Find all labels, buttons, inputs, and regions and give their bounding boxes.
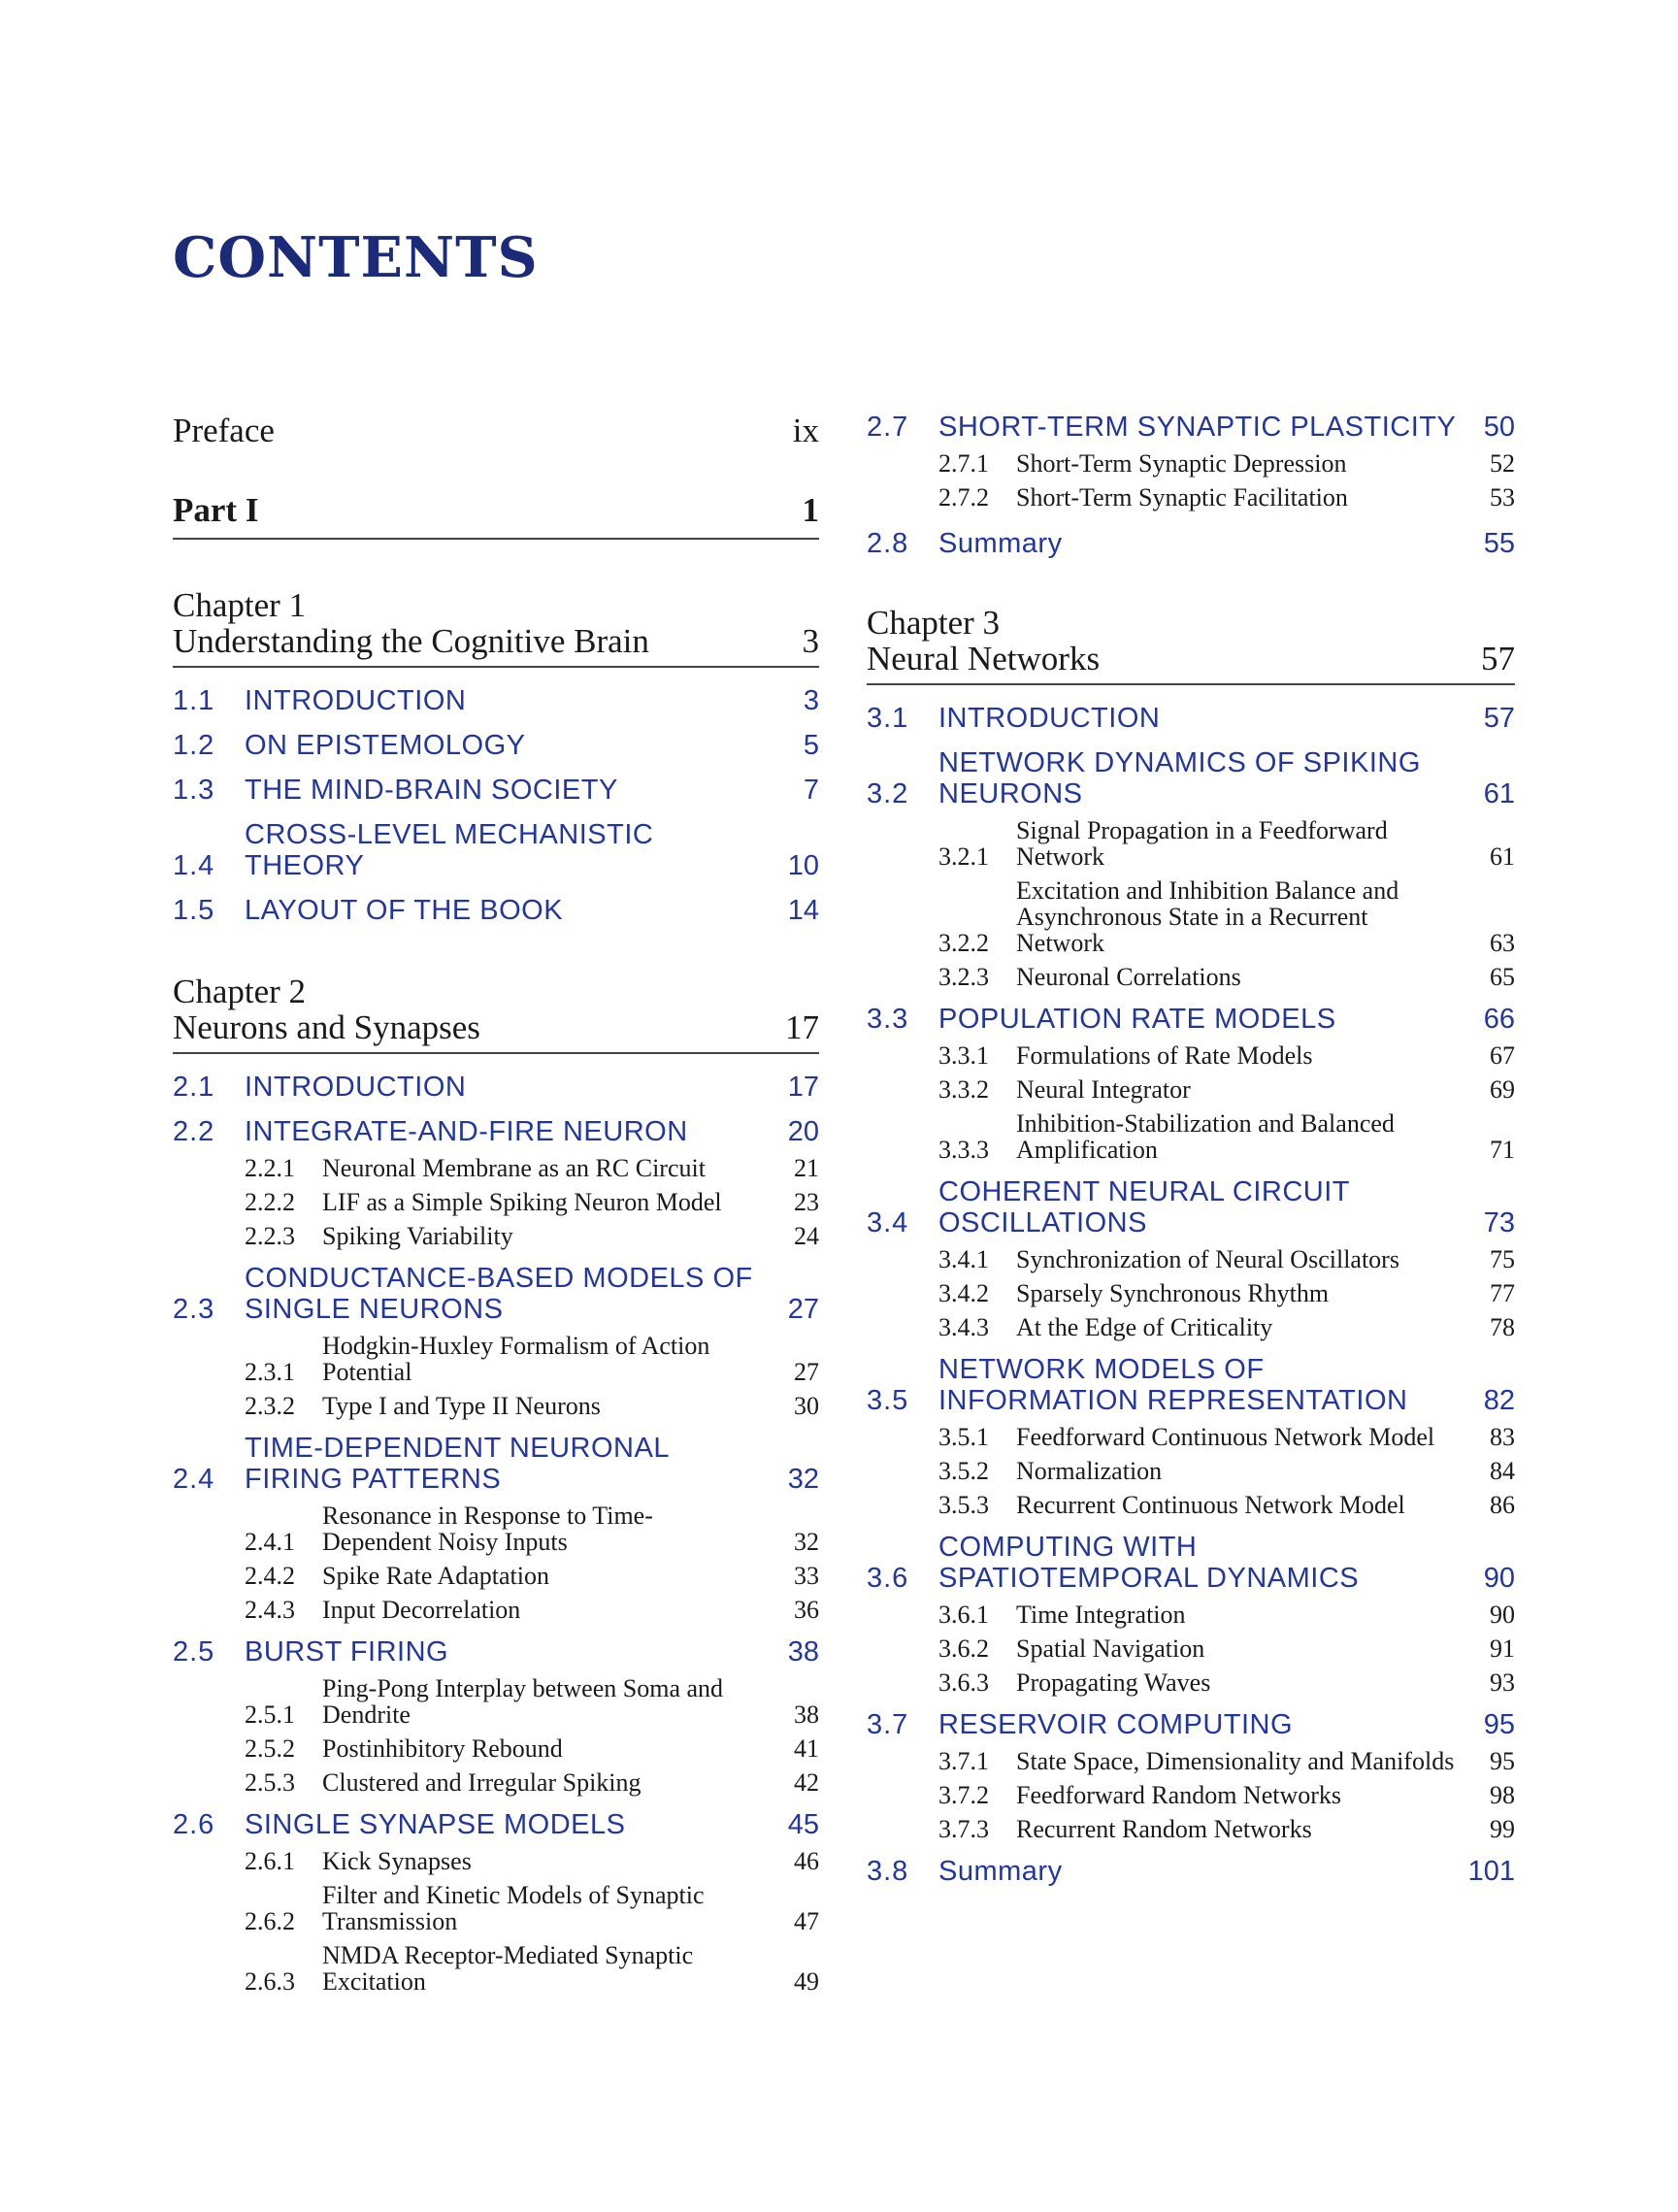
section-number: 3.4 bbox=[867, 1207, 909, 1238]
section-entry[interactable] bbox=[173, 895, 819, 926]
subsection-page: 84 bbox=[1490, 1457, 1515, 1485]
subsection-number: 3.2.1 bbox=[938, 842, 989, 871]
subsection-entry[interactable] bbox=[173, 1563, 819, 1589]
section-number: 3.2 bbox=[867, 778, 909, 809]
section-entry[interactable] bbox=[173, 1072, 819, 1103]
section-title: BURST FIRING bbox=[245, 1636, 449, 1667]
subsection-number: 3.5.2 bbox=[938, 1457, 989, 1485]
section-number: 3.6 bbox=[867, 1563, 909, 1594]
subsection-title: Short-Term Synaptic Depression bbox=[1016, 449, 1347, 478]
section-number: 2.3 bbox=[173, 1294, 215, 1325]
subsection-entry[interactable] bbox=[867, 1458, 1515, 1484]
subsection-page: 53 bbox=[1490, 483, 1515, 512]
subsection-title: Input Decorrelation bbox=[322, 1596, 521, 1624]
subsection-page: 21 bbox=[794, 1154, 819, 1182]
subsection-title: Sparsely Synchronous Rhythm bbox=[1016, 1279, 1330, 1307]
subsection-title: Formulations of Rate Models bbox=[1016, 1041, 1313, 1070]
section-page: 45 bbox=[787, 1809, 819, 1840]
subsection-page: 67 bbox=[1490, 1041, 1515, 1070]
subsection-title: Spatial Navigation bbox=[1016, 1634, 1205, 1663]
right-chapters bbox=[867, 606, 1515, 1887]
section-page: 20 bbox=[787, 1116, 819, 1147]
subsection-list bbox=[173, 1848, 819, 1995]
page-title: CONTENTS bbox=[173, 225, 539, 290]
section-page: 17 bbox=[787, 1072, 819, 1103]
subsection-title: Filter and Kinetic Models of Synaptic Transmission bbox=[322, 1881, 705, 1935]
subsection-title: Resonance in Response to Time-Dependent Noisy Inputs bbox=[322, 1502, 653, 1556]
subsection-number: 3.4.1 bbox=[938, 1245, 989, 1273]
chapter-page: 57 bbox=[1481, 640, 1515, 677]
subsection-number: 3.7.2 bbox=[938, 1781, 989, 1809]
section-page: 90 bbox=[1483, 1563, 1515, 1594]
part-entry[interactable] bbox=[173, 491, 819, 540]
subsection-title: Hodgkin-Huxley Formalism of Action Potential bbox=[322, 1332, 710, 1386]
section-page: 82 bbox=[1483, 1385, 1515, 1416]
section-number: 2.5 bbox=[173, 1636, 215, 1667]
section-number: 2.6 bbox=[173, 1809, 215, 1840]
subsection-title: Kick Synapses bbox=[322, 1847, 472, 1875]
section-title: CONDUCTANCE-BASED MODELS OF SINGLE NEURONS bbox=[245, 1263, 753, 1325]
subsection-page: 77 bbox=[1490, 1279, 1515, 1307]
subsection-title: Normalization bbox=[1016, 1457, 1163, 1485]
subsection-list bbox=[867, 1424, 1515, 1518]
subsection-page: 23 bbox=[794, 1188, 819, 1216]
subsection-number: 3.6.3 bbox=[938, 1668, 989, 1697]
subsection-entry[interactable] bbox=[173, 1675, 819, 1728]
subsection-page: 46 bbox=[794, 1847, 819, 1875]
section-number: 1.4 bbox=[173, 850, 215, 881]
section-title: Summary bbox=[938, 1856, 1063, 1887]
section-title: SINGLE SYNAPSE MODELS bbox=[245, 1809, 626, 1840]
subsection-number: 3.6.1 bbox=[938, 1601, 989, 1629]
section-entry[interactable] bbox=[173, 730, 819, 761]
subsection-page: 49 bbox=[794, 1967, 819, 1996]
section-entry[interactable] bbox=[173, 775, 819, 806]
subsection-number: 2.5.3 bbox=[245, 1768, 295, 1797]
subsection-number: 3.2.3 bbox=[938, 963, 989, 991]
section-title: CROSS-LEVEL MECHANISTIC THEORY bbox=[245, 819, 654, 881]
subsection-entry[interactable] bbox=[867, 1076, 1515, 1103]
section-title: COHERENT NEURAL CIRCUIT OSCILLATIONS bbox=[938, 1176, 1350, 1238]
section-entry[interactable] bbox=[867, 1532, 1515, 1594]
subsection-number: 3.4.2 bbox=[938, 1279, 989, 1307]
section-entry[interactable] bbox=[867, 1856, 1515, 1887]
section-number: 1.3 bbox=[173, 775, 215, 806]
subsection-number: 3.7.3 bbox=[938, 1815, 989, 1843]
subsection-page: 71 bbox=[1490, 1136, 1515, 1164]
subsection-entry[interactable] bbox=[173, 1848, 819, 1874]
subsection-title: Neuronal Membrane as an RC Circuit bbox=[322, 1154, 706, 1182]
section-number: 2.7 bbox=[867, 412, 909, 443]
section-entry[interactable] bbox=[173, 1263, 819, 1325]
subsection-page: 69 bbox=[1490, 1075, 1515, 1104]
subsection-number: 2.2.3 bbox=[245, 1222, 295, 1250]
section-number: 3.7 bbox=[867, 1709, 909, 1740]
toc-right-column bbox=[867, 408, 1515, 1887]
subsection-title: Neural Integrator bbox=[1016, 1075, 1191, 1104]
subsection-list bbox=[867, 450, 1515, 511]
section-page: 50 bbox=[1483, 412, 1515, 443]
section-title: POPULATION RATE MODELS bbox=[938, 1004, 1336, 1035]
subsection-list bbox=[867, 1601, 1515, 1696]
section-number: 3.1 bbox=[867, 703, 909, 734]
subsection-title: Signal Propagation in a Feedforward Network bbox=[1016, 816, 1388, 871]
subsection-title: Type I and Type II Neurons bbox=[322, 1392, 601, 1420]
subsection-title: Spiking Variability bbox=[322, 1222, 513, 1250]
subsection-number: 3.5.3 bbox=[938, 1491, 989, 1519]
section-number: 3.3 bbox=[867, 1004, 909, 1035]
section-entry[interactable] bbox=[867, 1176, 1515, 1238]
section-title: Summary bbox=[938, 528, 1063, 559]
subsection-page: 38 bbox=[794, 1700, 819, 1729]
subsection-number: 2.7.2 bbox=[938, 483, 989, 512]
subsection-number: 2.6.2 bbox=[245, 1907, 295, 1935]
subsection-title: At the Edge of Criticality bbox=[1016, 1313, 1273, 1341]
subsection-number: 3.2.2 bbox=[938, 929, 989, 957]
subsection-list bbox=[173, 1333, 819, 1419]
section-page: 57 bbox=[1483, 703, 1515, 734]
subsection-number: 2.4.2 bbox=[245, 1562, 295, 1590]
subsection-number: 3.3.1 bbox=[938, 1041, 989, 1070]
chapter-label: Chapter 2 bbox=[173, 973, 307, 1010]
section-page: 7 bbox=[803, 775, 819, 806]
subsection-number: 2.2.1 bbox=[245, 1154, 295, 1182]
chapter-page: 3 bbox=[802, 622, 819, 660]
subsection-entry[interactable] bbox=[867, 817, 1515, 870]
subsection-entry[interactable] bbox=[867, 1782, 1515, 1808]
part-page: 1 bbox=[802, 491, 819, 529]
subsection-entry[interactable] bbox=[867, 1816, 1515, 1842]
subsection-title: Inhibition-Stabilization and Balanced Amplification bbox=[1016, 1109, 1395, 1164]
section-entry[interactable] bbox=[867, 703, 1515, 734]
subsection-title: Feedforward Continuous Network Model bbox=[1016, 1423, 1435, 1451]
subsection-entry[interactable] bbox=[867, 1601, 1515, 1628]
section-title: INTRODUCTION bbox=[938, 703, 1161, 734]
subsection-entry[interactable] bbox=[867, 484, 1515, 511]
subsection-entry[interactable] bbox=[867, 1424, 1515, 1450]
preface-entry[interactable] bbox=[173, 412, 819, 450]
subsection-entry[interactable] bbox=[867, 964, 1515, 990]
subsection-page: 90 bbox=[1490, 1601, 1515, 1629]
section-page: 61 bbox=[1483, 778, 1515, 809]
subsection-title: Recurrent Random Networks bbox=[1016, 1815, 1312, 1843]
subsection-page: 86 bbox=[1490, 1491, 1515, 1519]
subsection-entry[interactable] bbox=[173, 1942, 819, 1995]
subsection-entry[interactable] bbox=[867, 1669, 1515, 1696]
section-number: 2.4 bbox=[173, 1464, 215, 1495]
section-entry[interactable] bbox=[867, 747, 1515, 809]
subsection-entry[interactable] bbox=[867, 450, 1515, 477]
subsection-page: 83 bbox=[1490, 1423, 1515, 1451]
subsection-title: Short-Term Synaptic Facilitation bbox=[1016, 483, 1348, 512]
subsection-list bbox=[867, 1042, 1515, 1163]
section-entry[interactable] bbox=[173, 1116, 819, 1147]
section-page: 73 bbox=[1483, 1207, 1515, 1238]
subsection-number: 3.3.3 bbox=[938, 1136, 989, 1164]
subsection-title: Spike Rate Adaptation bbox=[322, 1562, 549, 1590]
subsection-entry[interactable] bbox=[867, 877, 1515, 956]
section-title: NETWORK MODELS OF INFORMATION REPRESENTATION bbox=[938, 1354, 1408, 1416]
subsection-page: 36 bbox=[794, 1596, 819, 1624]
subsection-title: State Space, Dimensionality and Manifolds bbox=[1016, 1747, 1455, 1775]
chapter-title: Neural Networks bbox=[867, 640, 1101, 677]
section-title: RESERVOIR COMPUTING bbox=[938, 1709, 1294, 1740]
subsection-entry[interactable] bbox=[867, 1492, 1515, 1518]
subsection-list bbox=[867, 1748, 1515, 1842]
section-page: 101 bbox=[1467, 1856, 1515, 1887]
section-page: 95 bbox=[1483, 1709, 1515, 1740]
subsection-page: 32 bbox=[794, 1528, 819, 1556]
subsection-number: 2.6.3 bbox=[245, 1967, 295, 1996]
chapter-page: 17 bbox=[785, 1008, 819, 1046]
subsection-page: 78 bbox=[1490, 1313, 1515, 1341]
subsection-title: Recurrent Continuous Network Model bbox=[1016, 1491, 1405, 1519]
section-title: ON EPISTEMOLOGY bbox=[245, 730, 526, 761]
section-page: 27 bbox=[787, 1294, 819, 1325]
section-entry[interactable] bbox=[867, 1354, 1515, 1416]
subsection-title: Ping-Pong Interplay between Soma and Dendrite bbox=[322, 1674, 724, 1729]
subsection-entry[interactable] bbox=[867, 1246, 1515, 1272]
section-number: 1.5 bbox=[173, 895, 215, 926]
section-page: 66 bbox=[1483, 1004, 1515, 1035]
subsection-entry[interactable] bbox=[173, 1393, 819, 1419]
subsection-page: 52 bbox=[1490, 449, 1515, 478]
section-title: INTRODUCTION bbox=[245, 1072, 467, 1103]
subsection-number: 3.4.3 bbox=[938, 1313, 989, 1341]
section-title: INTEGRATE-AND-FIRE NEURON bbox=[245, 1116, 688, 1147]
subsection-list bbox=[173, 1502, 819, 1623]
subsection-entry[interactable] bbox=[173, 1769, 819, 1796]
chapter-block bbox=[173, 974, 819, 1995]
section-entry[interactable] bbox=[867, 1709, 1515, 1740]
chapter-heading[interactable] bbox=[867, 641, 1515, 685]
subsection-page: 99 bbox=[1490, 1815, 1515, 1843]
toc-left-column bbox=[173, 408, 819, 1995]
section-entry[interactable] bbox=[173, 1636, 819, 1667]
section-page: 32 bbox=[787, 1464, 819, 1495]
chapter-label: Chapter 1 bbox=[173, 586, 307, 624]
subsection-number: 2.6.1 bbox=[245, 1847, 295, 1875]
subsection-number: 2.5.2 bbox=[245, 1734, 295, 1763]
subsection-title: Synchronization of Neural Oscillators bbox=[1016, 1245, 1399, 1273]
subsection-entry[interactable] bbox=[867, 1748, 1515, 1774]
subsection-number: 3.7.1 bbox=[938, 1747, 989, 1775]
section-page: 38 bbox=[787, 1636, 819, 1667]
section-entry[interactable] bbox=[867, 528, 1515, 559]
subsection-entry[interactable] bbox=[173, 1223, 819, 1249]
section-page: 5 bbox=[803, 730, 819, 761]
section-title: NETWORK DYNAMICS OF SPIKING NEURONS bbox=[938, 747, 1421, 809]
section-entry[interactable] bbox=[173, 1433, 819, 1495]
subsection-title: Propagating Waves bbox=[1016, 1668, 1211, 1697]
subsection-page: 65 bbox=[1490, 963, 1515, 991]
subsection-entry[interactable] bbox=[867, 1635, 1515, 1662]
left-chapters bbox=[173, 588, 819, 1995]
subsection-page: 33 bbox=[794, 1562, 819, 1590]
subsection-list bbox=[867, 817, 1515, 990]
section-entry[interactable] bbox=[173, 1809, 819, 1840]
subsection-page: 30 bbox=[794, 1392, 819, 1420]
subsection-list bbox=[867, 1246, 1515, 1340]
section-number: 2.2 bbox=[173, 1116, 215, 1147]
section-entry[interactable] bbox=[867, 412, 1515, 443]
subsection-number: 2.5.1 bbox=[245, 1700, 295, 1729]
chapter-title: Understanding the Cognitive Brain bbox=[173, 622, 649, 660]
section-page: 55 bbox=[1483, 528, 1515, 559]
section-number: 1.2 bbox=[173, 730, 215, 761]
subsection-title: Time Integration bbox=[1016, 1601, 1186, 1629]
subsection-title: Feedforward Random Networks bbox=[1016, 1781, 1342, 1809]
subsection-page: 98 bbox=[1490, 1781, 1515, 1809]
subsection-entry[interactable] bbox=[867, 1280, 1515, 1306]
subsection-number: 2.4.3 bbox=[245, 1596, 295, 1624]
subsection-entry[interactable] bbox=[173, 1333, 819, 1385]
section-entry[interactable] bbox=[173, 685, 819, 716]
section-title: LAYOUT OF THE BOOK bbox=[245, 895, 564, 926]
part-label: Part I bbox=[173, 491, 259, 529]
section-number: 1.1 bbox=[173, 685, 215, 716]
preface-label: Preface bbox=[173, 412, 275, 449]
subsection-entry[interactable] bbox=[173, 1502, 819, 1555]
preface-page: ix bbox=[792, 412, 819, 449]
subsection-entry[interactable] bbox=[173, 1155, 819, 1181]
section-title: INTRODUCTION bbox=[245, 685, 467, 716]
subsection-number: 3.6.2 bbox=[938, 1634, 989, 1663]
subsection-list bbox=[173, 1675, 819, 1796]
section-page: 3 bbox=[803, 685, 819, 716]
subsection-number: 3.5.1 bbox=[938, 1423, 989, 1451]
subsection-title: Excitation and Inhibition Balance and Asynchronous State in a Recurrent Network bbox=[1016, 876, 1399, 957]
subsection-title: Clustered and Irregular Spiking bbox=[322, 1768, 642, 1797]
subsection-entry[interactable] bbox=[867, 1314, 1515, 1340]
chapter-heading[interactable] bbox=[173, 1009, 819, 1054]
section-number: 2.8 bbox=[867, 528, 909, 559]
subsection-list bbox=[173, 1155, 819, 1249]
subsection-number: 3.3.2 bbox=[938, 1075, 989, 1104]
continued-sections bbox=[867, 412, 1515, 559]
subsection-title: LIF as a Simple Spiking Neuron Model bbox=[322, 1188, 722, 1216]
section-title: SHORT-TERM SYNAPTIC PLASTICITY bbox=[938, 412, 1457, 443]
subsection-page: 91 bbox=[1490, 1634, 1515, 1663]
chapter-heading[interactable] bbox=[173, 623, 819, 668]
subsection-number: 2.4.1 bbox=[245, 1528, 295, 1556]
subsection-page: 95 bbox=[1490, 1747, 1515, 1775]
section-page: 10 bbox=[787, 850, 819, 881]
subsection-number: 2.7.1 bbox=[938, 449, 989, 478]
subsection-page: 41 bbox=[794, 1734, 819, 1763]
subsection-entry[interactable] bbox=[173, 1597, 819, 1623]
subsection-page: 47 bbox=[794, 1907, 819, 1935]
subsection-entry[interactable] bbox=[173, 1189, 819, 1215]
subsection-number: 2.2.2 bbox=[245, 1188, 295, 1216]
subsection-entry[interactable] bbox=[867, 1042, 1515, 1069]
subsection-page: 24 bbox=[794, 1222, 819, 1250]
section-number: 3.5 bbox=[867, 1385, 909, 1416]
subsection-number: 2.3.1 bbox=[245, 1358, 295, 1386]
subsection-title: Postinhibitory Rebound bbox=[322, 1734, 563, 1763]
subsection-page: 63 bbox=[1490, 929, 1515, 957]
section-number: 2.1 bbox=[173, 1072, 215, 1103]
chapter-title: Neurons and Synapses bbox=[173, 1008, 480, 1046]
subsection-entry[interactable] bbox=[173, 1882, 819, 1934]
section-number: 3.8 bbox=[867, 1856, 909, 1887]
subsection-page: 75 bbox=[1490, 1245, 1515, 1273]
subsection-title: NMDA Receptor-Mediated Synaptic Excitation bbox=[322, 1941, 694, 1996]
subsection-page: 93 bbox=[1490, 1668, 1515, 1697]
subsection-entry[interactable] bbox=[867, 1110, 1515, 1163]
section-title: THE MIND-BRAIN SOCIETY bbox=[245, 775, 618, 806]
section-page: 14 bbox=[787, 895, 819, 926]
chapter-label: Chapter 3 bbox=[867, 604, 1001, 642]
chapter-block bbox=[173, 588, 819, 926]
subsection-page: 61 bbox=[1490, 842, 1515, 871]
subsection-page: 27 bbox=[794, 1358, 819, 1386]
section-entry[interactable] bbox=[867, 1004, 1515, 1035]
subsection-title: Neuronal Correlations bbox=[1016, 963, 1241, 991]
subsection-number: 2.3.2 bbox=[245, 1392, 295, 1420]
chapter-block bbox=[867, 606, 1515, 1887]
section-title: COMPUTING WITH SPATIOTEMPORAL DYNAMICS bbox=[938, 1532, 1360, 1594]
section-title: TIME-DEPENDENT NEURONAL FIRING PATTERNS bbox=[245, 1433, 669, 1495]
subsection-page: 42 bbox=[794, 1768, 819, 1797]
section-entry[interactable] bbox=[173, 819, 819, 881]
subsection-entry[interactable] bbox=[173, 1735, 819, 1762]
